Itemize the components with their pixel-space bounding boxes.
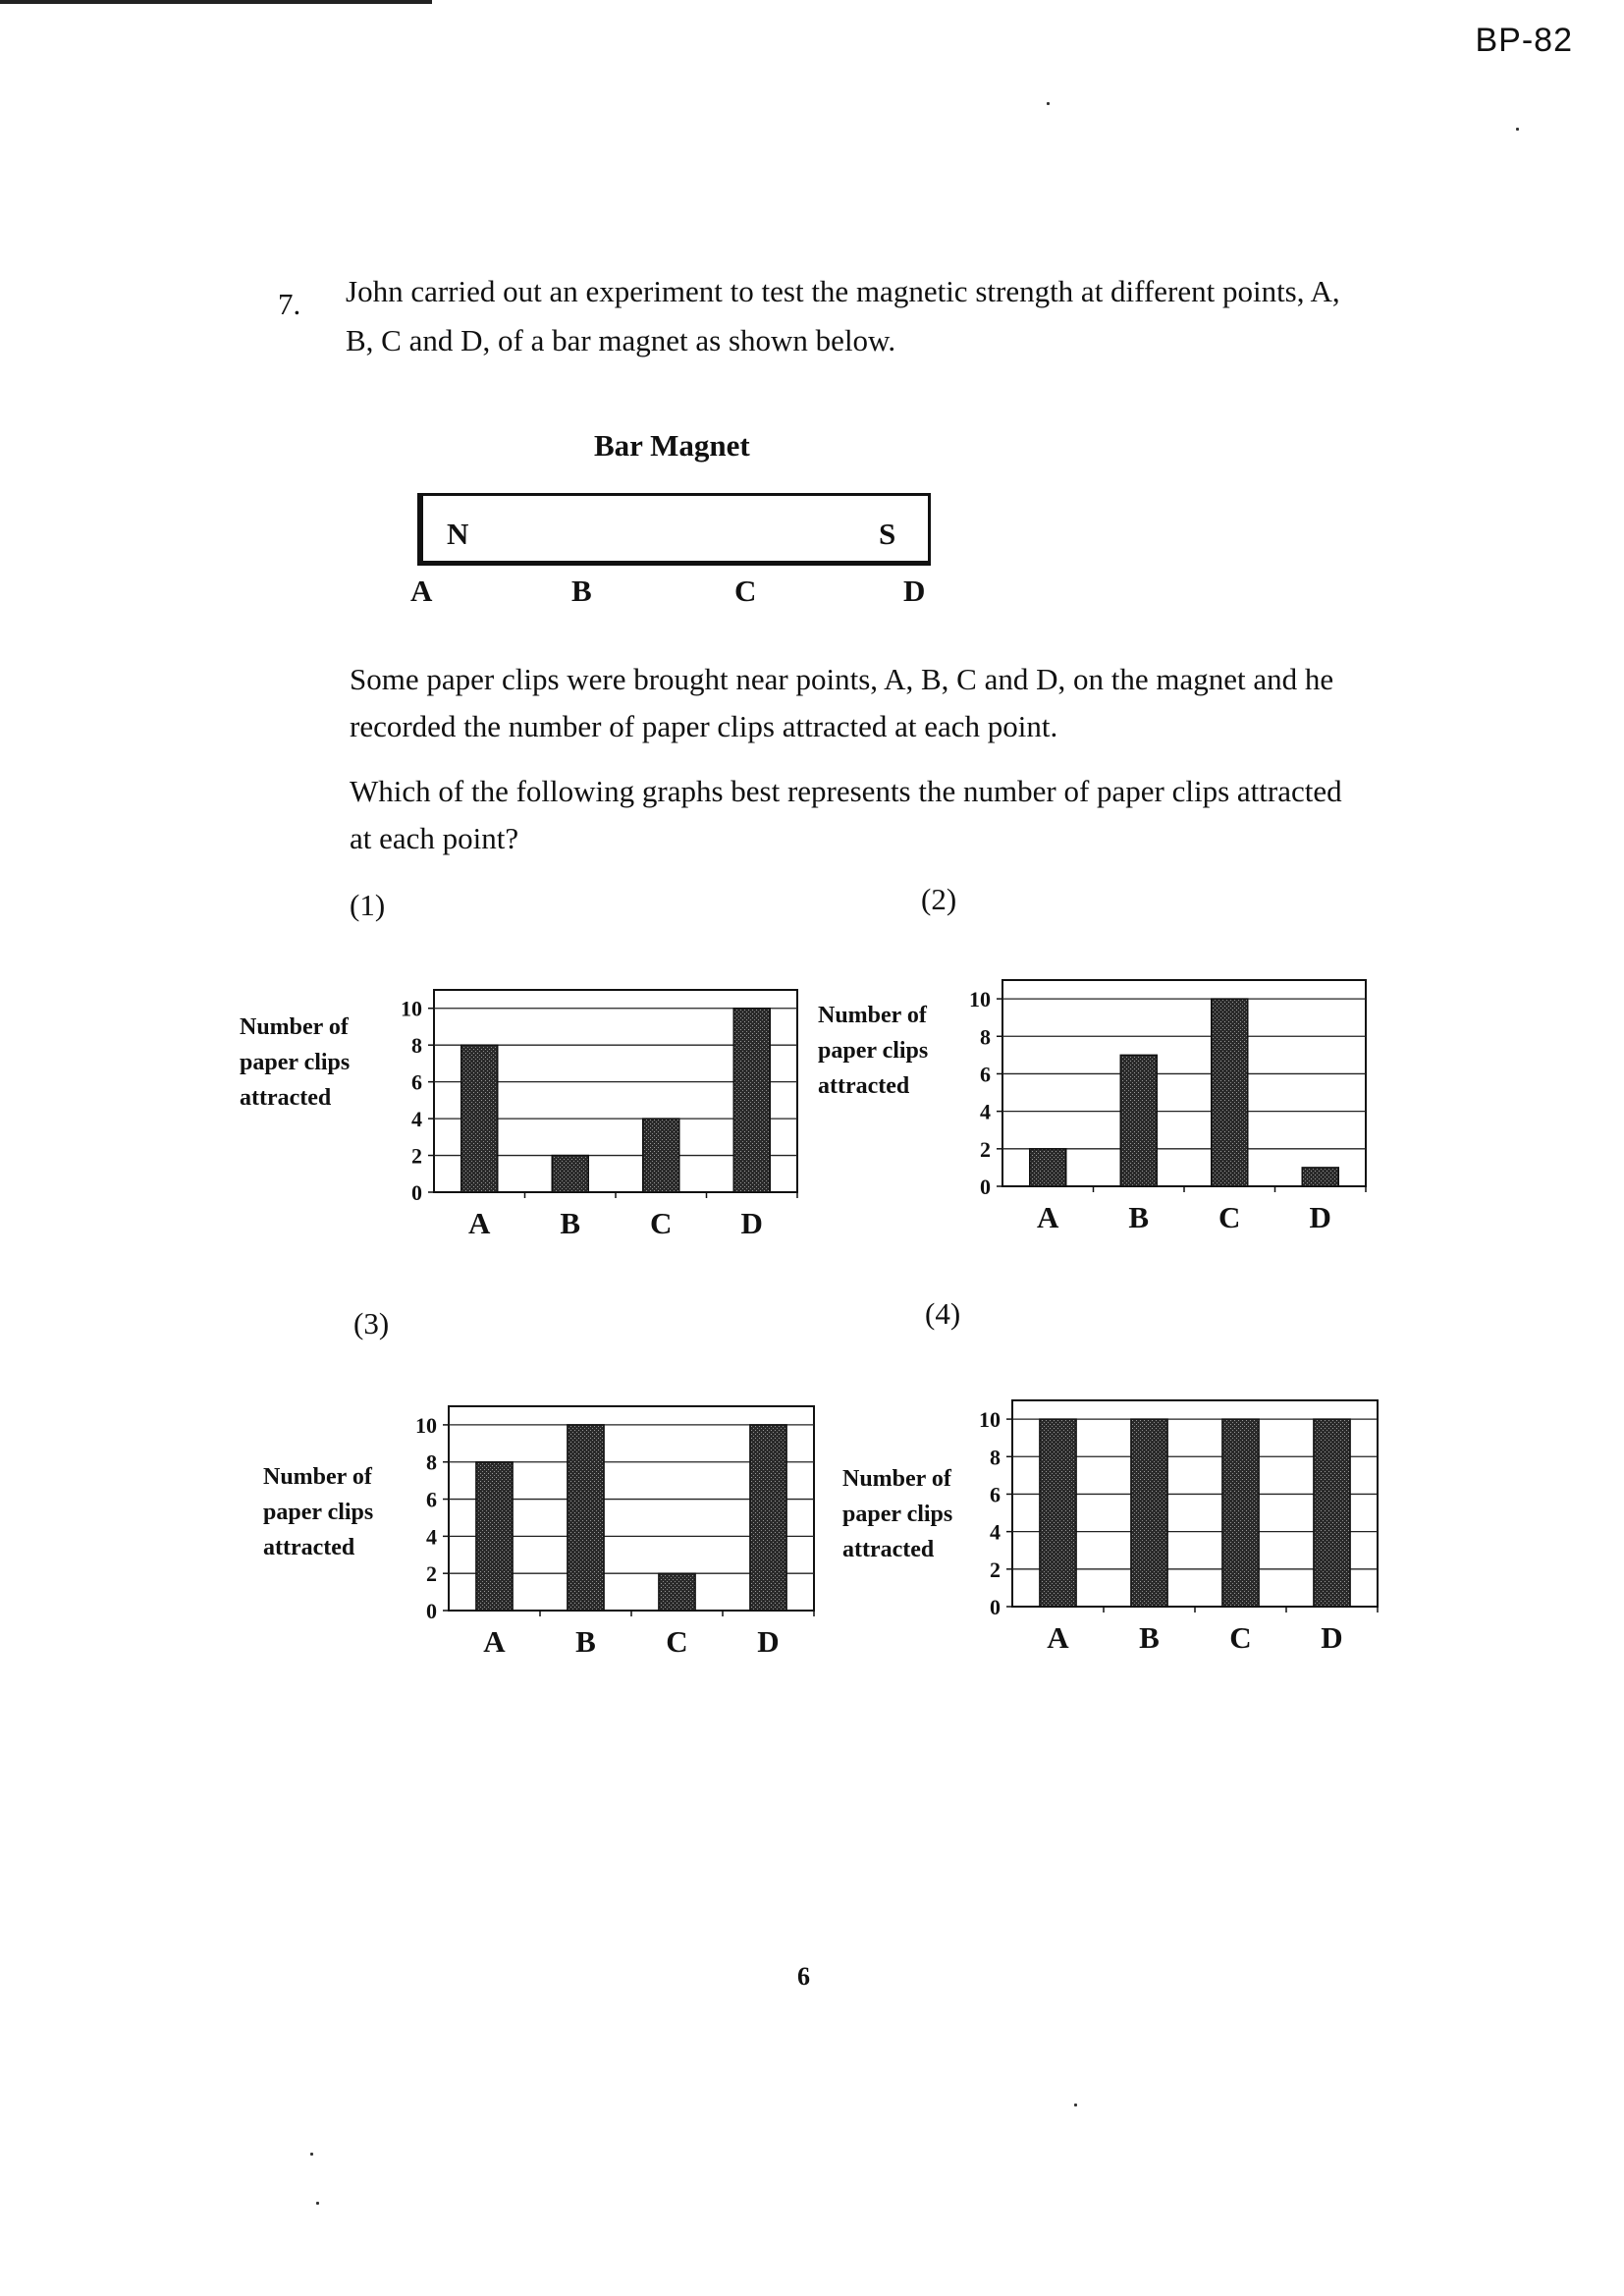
category-label: C xyxy=(650,1206,673,1240)
chart-option-4 xyxy=(967,1393,1389,1658)
y-tick-label: 2 xyxy=(426,1561,437,1587)
chart-3-ylabel xyxy=(263,1459,373,1565)
bar-b xyxy=(1120,1055,1157,1186)
ylabel-line-2: paper clips xyxy=(240,1050,351,1075)
point-d-label: D xyxy=(903,574,926,608)
y-tick-label: 10 xyxy=(969,987,991,1012)
category-label: B xyxy=(575,1624,596,1659)
y-tick-label: 8 xyxy=(980,1024,991,1050)
category-label: B xyxy=(1139,1620,1160,1655)
category-label: C xyxy=(666,1624,688,1659)
y-tick-label: 2 xyxy=(411,1143,422,1169)
scan-speck xyxy=(1516,128,1519,131)
option-1-label: (1) xyxy=(350,888,386,922)
bar-a xyxy=(461,1045,498,1192)
ylabel-line-3: attracted xyxy=(818,1073,910,1099)
y-tick-label: 6 xyxy=(980,1062,991,1087)
page-number: 6 xyxy=(797,1962,810,1991)
y-tick-label: 4 xyxy=(411,1107,422,1132)
bar-d xyxy=(733,1009,770,1192)
category-label: D xyxy=(757,1624,780,1659)
bar-d xyxy=(1302,1168,1338,1186)
ylabel-line-2: paper clips xyxy=(263,1500,374,1525)
y-tick-label: 8 xyxy=(990,1445,1001,1470)
y-tick-label: 4 xyxy=(980,1099,991,1124)
category-label: B xyxy=(560,1206,581,1240)
category-label: A xyxy=(468,1206,491,1240)
ylabel-line-3: attracted xyxy=(842,1537,935,1562)
bar-c xyxy=(643,1119,679,1192)
ylabel-line-1: Number of xyxy=(240,1014,349,1040)
chart-option-3 xyxy=(398,1398,820,1664)
scan-speck xyxy=(310,2153,313,2156)
category-label: C xyxy=(1229,1620,1252,1655)
top-rule xyxy=(0,0,432,4)
ylabel-line-3: attracted xyxy=(240,1085,332,1111)
bar-a xyxy=(1030,1149,1066,1186)
y-tick-label: 4 xyxy=(990,1519,1001,1545)
point-c-label: C xyxy=(734,574,757,608)
chart-1-ylabel xyxy=(240,1010,350,1116)
ylabel-line-3: attracted xyxy=(263,1535,355,1560)
chart-2-ylabel xyxy=(818,998,928,1104)
point-b-label: B xyxy=(571,574,592,608)
category-label: B xyxy=(1128,1200,1150,1234)
question-number: 7. xyxy=(278,287,301,321)
bar-magnet xyxy=(417,493,931,566)
y-tick-label: 0 xyxy=(411,1180,422,1205)
bar-d xyxy=(750,1425,786,1611)
scan-speck xyxy=(1074,2104,1077,2106)
bar-c xyxy=(1222,1419,1259,1607)
y-tick-label: 10 xyxy=(415,1412,437,1438)
north-pole-label: N xyxy=(447,517,469,551)
option-3-label: (3) xyxy=(353,1306,390,1340)
category-label: A xyxy=(1037,1200,1059,1234)
bar-b xyxy=(1131,1419,1167,1607)
y-tick-label: 6 xyxy=(426,1487,437,1512)
y-tick-label: 0 xyxy=(426,1599,437,1623)
scan-speck xyxy=(1047,102,1050,105)
category-label: D xyxy=(740,1206,763,1240)
chart-option-1 xyxy=(383,982,805,1247)
point-a-label: A xyxy=(410,574,433,608)
y-tick-label: 8 xyxy=(426,1449,437,1475)
y-tick-label: 2 xyxy=(980,1136,991,1162)
magnet-title: Bar Magnet xyxy=(594,428,750,463)
ylabel-line-1: Number of xyxy=(818,1003,927,1028)
y-tick-label: 10 xyxy=(401,996,422,1021)
bar-a xyxy=(1040,1419,1076,1607)
question-paragraph-1: Some paper clips were brought near points, A, B, C and D, on the magnet and he recorded the number of paper clips attracted at each point. xyxy=(350,662,1334,743)
category-label: A xyxy=(483,1624,506,1659)
y-tick-label: 6 xyxy=(990,1482,1001,1507)
ylabel-line-1: Number of xyxy=(842,1466,951,1492)
ylabel-line-2: paper clips xyxy=(818,1038,929,1064)
chart-option-2 xyxy=(957,974,1380,1239)
bar-d xyxy=(1314,1419,1350,1607)
ylabel-line-1: Number of xyxy=(263,1464,372,1490)
y-tick-label: 8 xyxy=(411,1033,422,1059)
y-tick-label: 4 xyxy=(426,1524,437,1550)
bar-c xyxy=(659,1573,695,1611)
scan-speck xyxy=(316,2202,319,2205)
y-tick-label: 2 xyxy=(990,1557,1001,1582)
category-label: A xyxy=(1047,1620,1069,1655)
bar-a xyxy=(476,1462,513,1611)
ylabel-line-2: paper clips xyxy=(842,1502,953,1527)
y-tick-label: 0 xyxy=(990,1595,1001,1619)
y-tick-label: 10 xyxy=(979,1407,1001,1433)
option-2-label: (2) xyxy=(921,882,957,916)
y-tick-label: 0 xyxy=(980,1175,991,1199)
option-4-label: (4) xyxy=(925,1296,961,1331)
question-stem: John carried out an experiment to test the magnetic strength at different points, A, B, C and D, of a bar magnet as shown below. xyxy=(346,274,1340,357)
y-tick-label: 6 xyxy=(411,1069,422,1095)
bar-b xyxy=(552,1156,588,1192)
page-code: BP-82 xyxy=(1475,22,1573,59)
category-label: D xyxy=(1321,1620,1343,1655)
bar-b xyxy=(568,1425,604,1611)
question-paragraph-2: Which of the following graphs best represents the number of paper clips attracted at each point? xyxy=(350,774,1342,855)
category-label: C xyxy=(1218,1200,1241,1234)
chart-4-ylabel xyxy=(842,1461,952,1567)
category-label: D xyxy=(1309,1200,1331,1234)
bar-c xyxy=(1212,999,1248,1186)
south-pole-label: S xyxy=(879,517,896,551)
